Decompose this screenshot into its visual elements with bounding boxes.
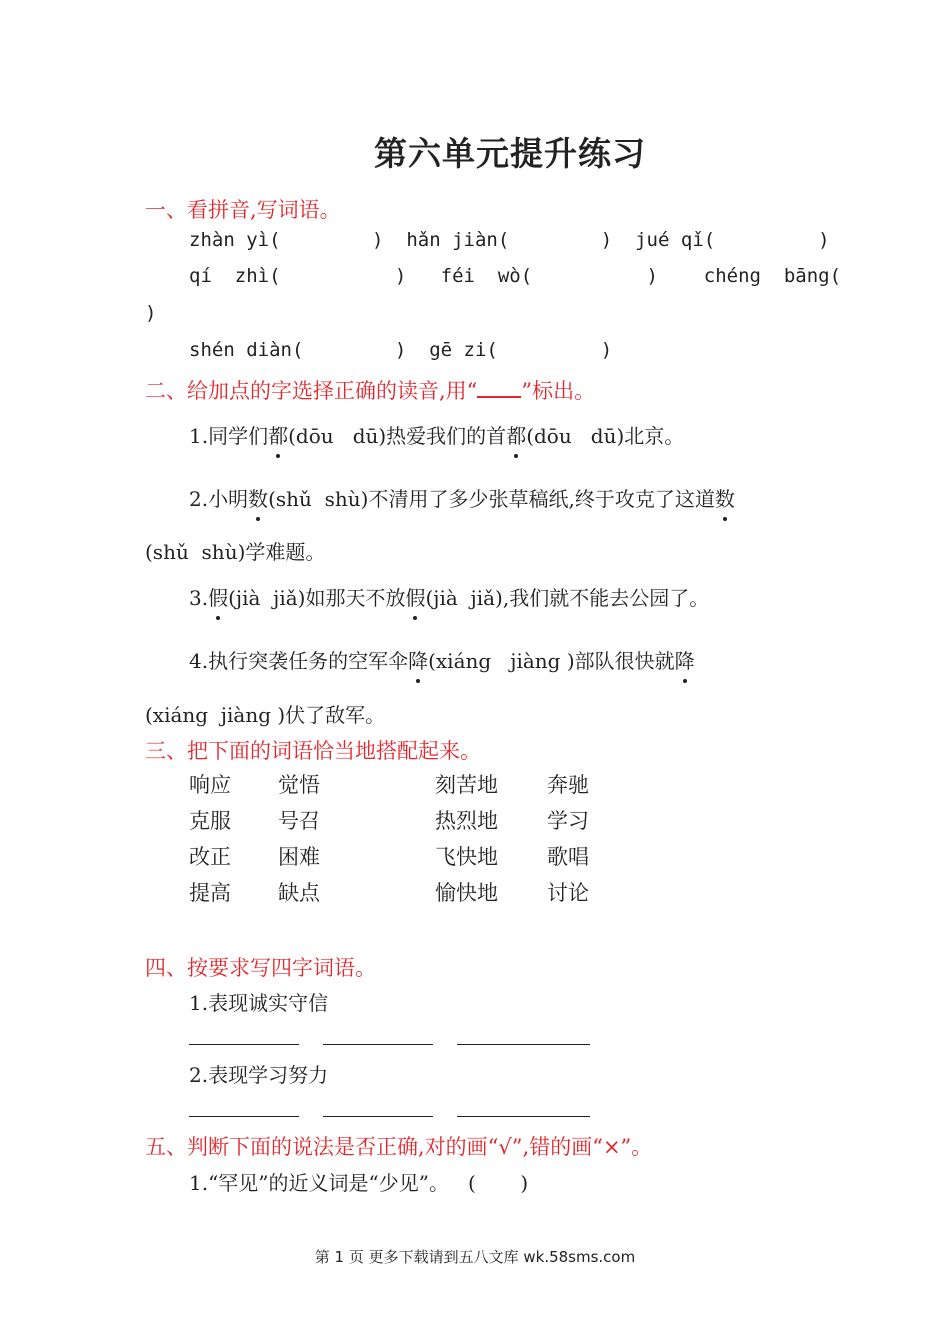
word-item: 觉悟 bbox=[278, 773, 320, 797]
dotted-char: 降 bbox=[408, 645, 428, 674]
question-2-1: 1.同学们都(dōu dū)热爱我们的首都(dōu dū)北京。 bbox=[189, 420, 684, 449]
answer-blank[interactable] bbox=[189, 1044, 299, 1045]
word-item: 学习 bbox=[547, 809, 589, 833]
underline-sample bbox=[477, 378, 521, 398]
page-footer: 第 1 页 更多下载请到五八文库 wk.58sms.com bbox=[314, 1248, 636, 1266]
pinyin-row-2: qí zhì( ) féi wò( ) chéng bāng( bbox=[189, 265, 842, 287]
question-4-1: 1.表现诚实守信 bbox=[189, 991, 329, 1015]
question-2-3: 3.假(jià jiǎ)如那天不放假(jià jiǎ),我们就不能去公园了。 bbox=[189, 582, 709, 611]
word-item: 歌唱 bbox=[547, 845, 589, 869]
word-item: 热烈地 bbox=[435, 809, 498, 833]
word-item: 奔驰 bbox=[547, 773, 589, 797]
section-3-heading: 三、把下面的词语恰当地搭配起来。 bbox=[145, 739, 481, 763]
word-item: 飞快地 bbox=[435, 845, 498, 869]
word-item: 改正 bbox=[189, 845, 231, 869]
answer-blank[interactable] bbox=[189, 1116, 299, 1117]
section-2-heading: 二、给加点的字选择正确的读音,用“ ”标出。 bbox=[145, 379, 596, 403]
pinyin-row-2-wrap: ) bbox=[145, 302, 157, 324]
page-title: 第六单元提升练习 bbox=[374, 134, 646, 173]
dotted-char: 都 bbox=[506, 420, 526, 449]
dotted-char: 都 bbox=[268, 420, 288, 449]
dotted-char: 降 bbox=[675, 645, 695, 674]
question-4-2: 2.表现学习努力 bbox=[189, 1063, 329, 1087]
answer-blank[interactable] bbox=[457, 1116, 590, 1117]
pinyin-row-3: shén diàn( ) gē zi( ) bbox=[189, 339, 613, 361]
question-2-4-wrap: (xiáng jiàng )伏了敌军。 bbox=[145, 703, 386, 727]
question-2-2: 2.小明数(shǔ shù)不清用了多少张草稿纸,终于攻克了这道数 bbox=[189, 483, 735, 512]
word-item: 刻苦地 bbox=[435, 773, 498, 797]
question-5-1: 1.“罕见”的近义词是“少见”。 ( ) bbox=[189, 1171, 529, 1195]
word-item: 困难 bbox=[278, 845, 320, 869]
dotted-char: 数 bbox=[715, 483, 735, 512]
dotted-char: 数 bbox=[248, 483, 268, 512]
question-2-2-wrap: (shǔ shù)学难题。 bbox=[145, 540, 326, 564]
dotted-char: 假 bbox=[208, 582, 228, 611]
answer-blank[interactable] bbox=[323, 1116, 433, 1117]
section-5-heading: 五、判断下面的说法是否正确,对的画“√”,错的画“×”。 bbox=[145, 1135, 653, 1159]
word-item: 号召 bbox=[278, 809, 320, 833]
answer-blank[interactable] bbox=[457, 1044, 590, 1045]
word-item: 愉快地 bbox=[435, 881, 498, 905]
word-item: 响应 bbox=[189, 773, 231, 797]
answer-blank[interactable] bbox=[323, 1044, 433, 1045]
word-item: 提高 bbox=[189, 881, 231, 905]
section-4-heading: 四、按要求写四字词语。 bbox=[145, 956, 376, 980]
word-item: 克服 bbox=[189, 809, 231, 833]
word-item: 讨论 bbox=[547, 881, 589, 905]
pinyin-row-1: zhàn yì( ) hǎn jiàn( ) jué qǐ( ) bbox=[189, 229, 830, 251]
section-1-heading: 一、看拼音,写词语。 bbox=[145, 198, 341, 222]
word-item: 缺点 bbox=[278, 881, 320, 905]
question-2-4: 4.执行突袭任务的空军伞降(xiáng jiàng )部队很快就降 bbox=[189, 645, 695, 674]
dotted-char: 假 bbox=[405, 582, 425, 611]
